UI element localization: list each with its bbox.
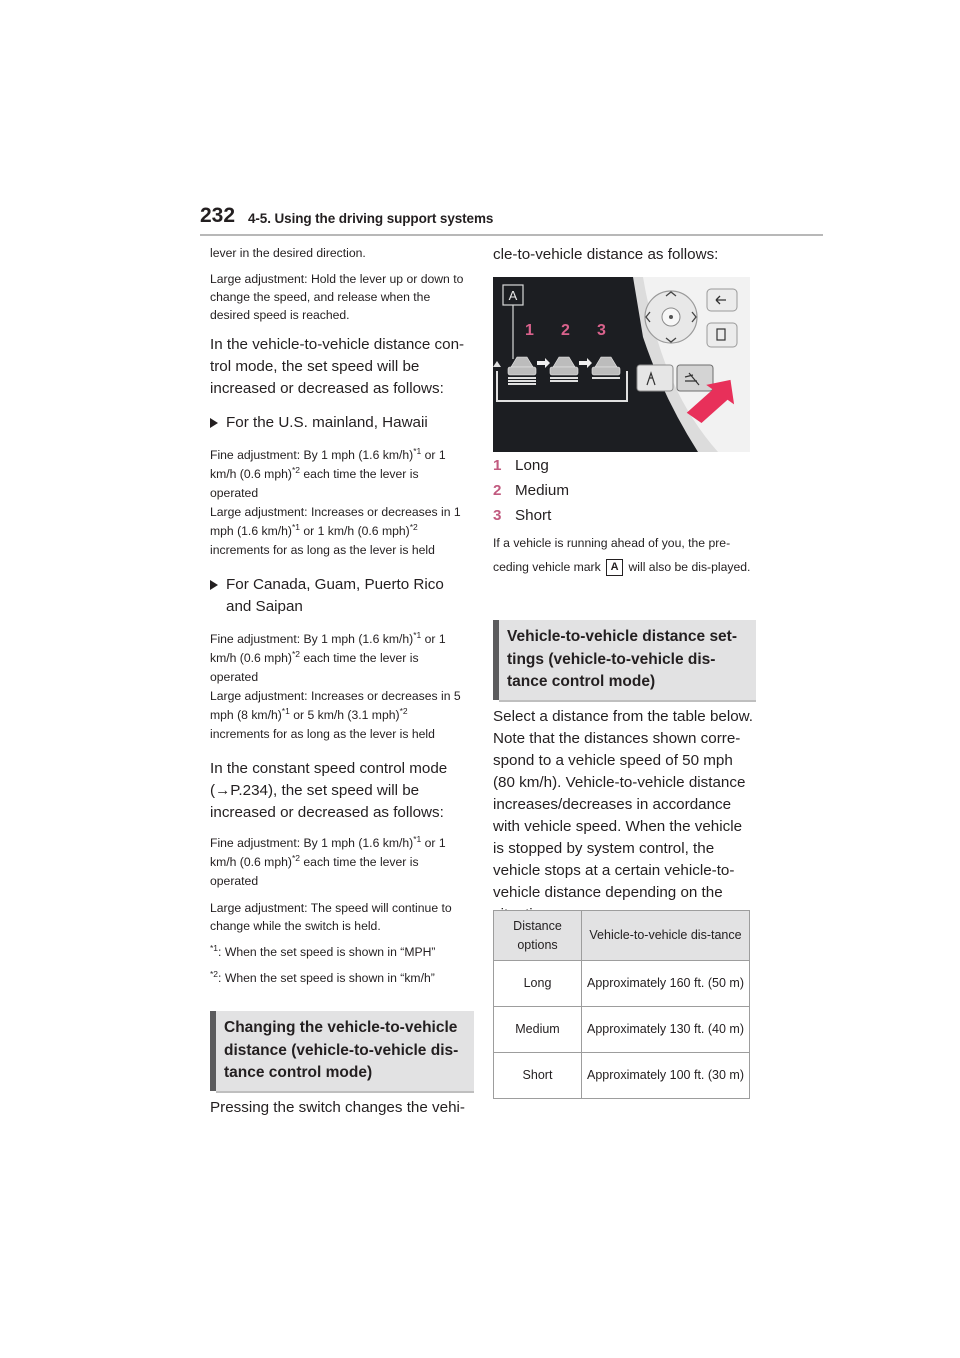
list-label: Long <box>515 457 549 474</box>
footnote-ref: *1 <box>413 833 422 844</box>
paragraph-large-adjustment: Large adjustment: Hold the lever up or down to change the speed, and release when the desired speed is reached. <box>210 272 464 322</box>
distance-table <box>493 910 750 1099</box>
ca-large-text: Large adjustment: Increases or decreases in 5 mph (8 km/h) <box>210 689 461 722</box>
list-item <box>493 455 549 477</box>
note-text-2: will also be dis-played. <box>625 560 751 574</box>
us-large-text: Large adjustment: Increases or decreases in 1 mph (1.6 km/h) <box>210 505 461 538</box>
arrow-right-icon: → <box>215 782 231 799</box>
vehicle-long-icon <box>511 357 533 367</box>
header-rule <box>200 234 823 236</box>
table-cell: Approximately 160 ft. (50 m) <box>582 961 750 1007</box>
table-row <box>494 961 750 1007</box>
footnote-ref: *1 <box>413 445 422 456</box>
distance-options-list <box>493 455 753 535</box>
constant-speed-large: Large adjustment: The speed will continue to change while the switch is held. <box>210 901 452 933</box>
preceding-vehicle-note <box>493 531 751 579</box>
footnote-1-text: : When the set speed is shown in “MPH” <box>218 945 436 959</box>
us-large-text-2: or 1 km/h (0.6 mph) <box>300 524 410 538</box>
footnote-ref: *2 <box>291 852 300 863</box>
table-header-cell: Vehicle-to-vehicle dis-tance <box>582 911 750 961</box>
paragraph-distance-intro: cle-to-vehicle distance as follows: <box>493 246 719 263</box>
table-cell: Medium <box>494 1007 582 1053</box>
figure-number-1: 1 <box>525 322 534 339</box>
vehicle-short-icon <box>595 357 617 367</box>
table-header-row <box>494 911 750 961</box>
us-adjustments <box>210 446 468 560</box>
figure-number-3: 3 <box>597 322 606 339</box>
table-cell: Short <box>494 1053 582 1099</box>
phone-button <box>707 323 737 347</box>
note-text: If a vehicle is running ahead of you, the pre-ceding vehicle mark <box>493 536 731 574</box>
paragraph-vtv-mode: In the vehicle-to-vehicle distance con-trol mode, the set speed will be increased or decreased as follows: <box>210 336 465 397</box>
distance-bars <box>508 378 620 384</box>
subheading-us <box>210 412 468 434</box>
table-row <box>494 1053 750 1099</box>
list-label: Short <box>515 507 552 524</box>
subheading-canada <box>210 574 468 618</box>
arrow-right-icon <box>537 358 550 368</box>
cs-fine-text: Fine adjustment: By 1 mph (1.6 km/h) <box>210 836 414 850</box>
section-title: 4-5. Using the driving support systems <box>248 211 494 226</box>
paragraph-select-distance: Select a distance from the table below. Note that the distances shown corre-spond to a vehicle speed of 50 mph (80 km/h). Vehicle-to-vehicle distance increases/decreases in accordance with vehicle speed. When the vehicle is stopped by system control, the vehicle stops at a certain vehicle-to-vehicle distance depending on the <box>493 708 754 901</box>
vehicle-icons <box>508 357 620 375</box>
figure-number-2: 2 <box>561 322 570 339</box>
ca-fine-text-3: each time the lever is operated <box>210 651 419 684</box>
us-large-text-3: increments for as long as the lever is held <box>210 543 435 557</box>
subheading-canada-label: For Canada, Guam, Puerto Rico and Saipan <box>226 576 444 615</box>
constant-speed-fine <box>210 834 468 891</box>
heading-underline <box>499 700 756 702</box>
cs-fine-text-2: or 1 km/h (0.6 mph) <box>210 836 446 869</box>
footnote-ref: *1 <box>281 705 290 716</box>
distance-switch <box>677 365 713 391</box>
left-column <box>210 244 468 987</box>
list-item <box>493 480 569 502</box>
footnote-2-text: : When the set speed is shown in “km/h” <box>218 971 435 985</box>
us-fine-text-3: each time the lever is operated <box>210 467 419 500</box>
ca-fine-text-2: or 1 km/h (0.6 mph) <box>210 632 446 665</box>
table-row <box>494 1007 750 1053</box>
section-heading-distance-settings <box>493 620 756 700</box>
list-item <box>493 505 551 527</box>
table-header-cell: Distance options <box>494 911 582 961</box>
heading-text: Vehicle-to-vehicle distance set-tings (vehicle-to-vehicle dis-tance control mode) <box>507 628 738 690</box>
cycle-return-line <box>497 371 627 401</box>
list-number: 1 <box>493 457 502 474</box>
paragraph-pressing-switch: Pressing the switch changes the vehi- <box>210 1099 465 1116</box>
vehicle-mark-a: A <box>606 559 623 576</box>
table-cell: Approximately 130 ft. (40 m) <box>582 1007 750 1053</box>
lane-assist-switch <box>637 365 673 391</box>
footnote-ref: *2 <box>409 521 418 532</box>
list-number: 2 <box>493 482 502 499</box>
heading-underline <box>216 1091 474 1093</box>
footnote-ref: *2 <box>291 464 300 475</box>
footnote-2 <box>210 969 468 987</box>
ca-large-text-2: or 5 km/h (3.1 mph) <box>289 708 400 722</box>
list-label: Medium <box>515 482 570 499</box>
constant-speed-text: In the constant speed control mode ( <box>210 760 448 799</box>
page-reference-link[interactable]: P.234), the set speed will be increased or decreased as follows: <box>210 782 444 821</box>
footnote-mark: *2 <box>210 968 219 979</box>
paragraph-lever-direction: lever in the desired direction. <box>210 246 366 260</box>
ca-fine-text: Fine adjustment: By 1 mph (1.6 km/h) <box>210 632 414 646</box>
table-cell: Approximately 100 ft. (30 m) <box>582 1053 750 1099</box>
footnote-ref: *1 <box>413 629 422 640</box>
figure-illustration <box>493 277 750 452</box>
cs-fine-text-3: each time the lever is operated <box>210 855 419 888</box>
footnote-1 <box>210 943 468 961</box>
paragraph-constant-speed <box>210 758 468 824</box>
triangle-bullet-icon <box>210 580 218 590</box>
label-a-text: A <box>508 288 518 303</box>
canada-adjustments <box>210 630 468 744</box>
list-number: 3 <box>493 507 502 524</box>
section-heading-changing-distance <box>210 1011 474 1091</box>
subheading-us-label: For the U.S. mainland, Hawaii <box>226 414 428 431</box>
distance-switch-figure <box>493 277 750 452</box>
us-fine-text: Fine adjustment: By 1 mph (1.6 km/h) <box>210 448 414 462</box>
footnote-ref: *2 <box>399 705 408 716</box>
footnote-mark: *1 <box>210 942 219 953</box>
arrow-up-icon <box>493 361 501 367</box>
us-fine-text-2: or 1 km/h (0.6 mph) <box>210 448 446 481</box>
footnote-ref: *1 <box>291 521 300 532</box>
arrow-right-icon <box>579 358 592 368</box>
footnote-ref: *2 <box>291 648 300 659</box>
table-cell: Long <box>494 961 582 1007</box>
page-number: 232 <box>200 204 236 227</box>
triangle-bullet-icon <box>210 418 218 428</box>
heading-text: Changing the vehicle-to-vehicle distance (vehicle-to-vehicle dis-tance control mode) <box>224 1019 459 1081</box>
ca-large-text-3: increments for as long as the lever is held <box>210 727 435 741</box>
vehicle-medium-icon <box>553 357 575 367</box>
